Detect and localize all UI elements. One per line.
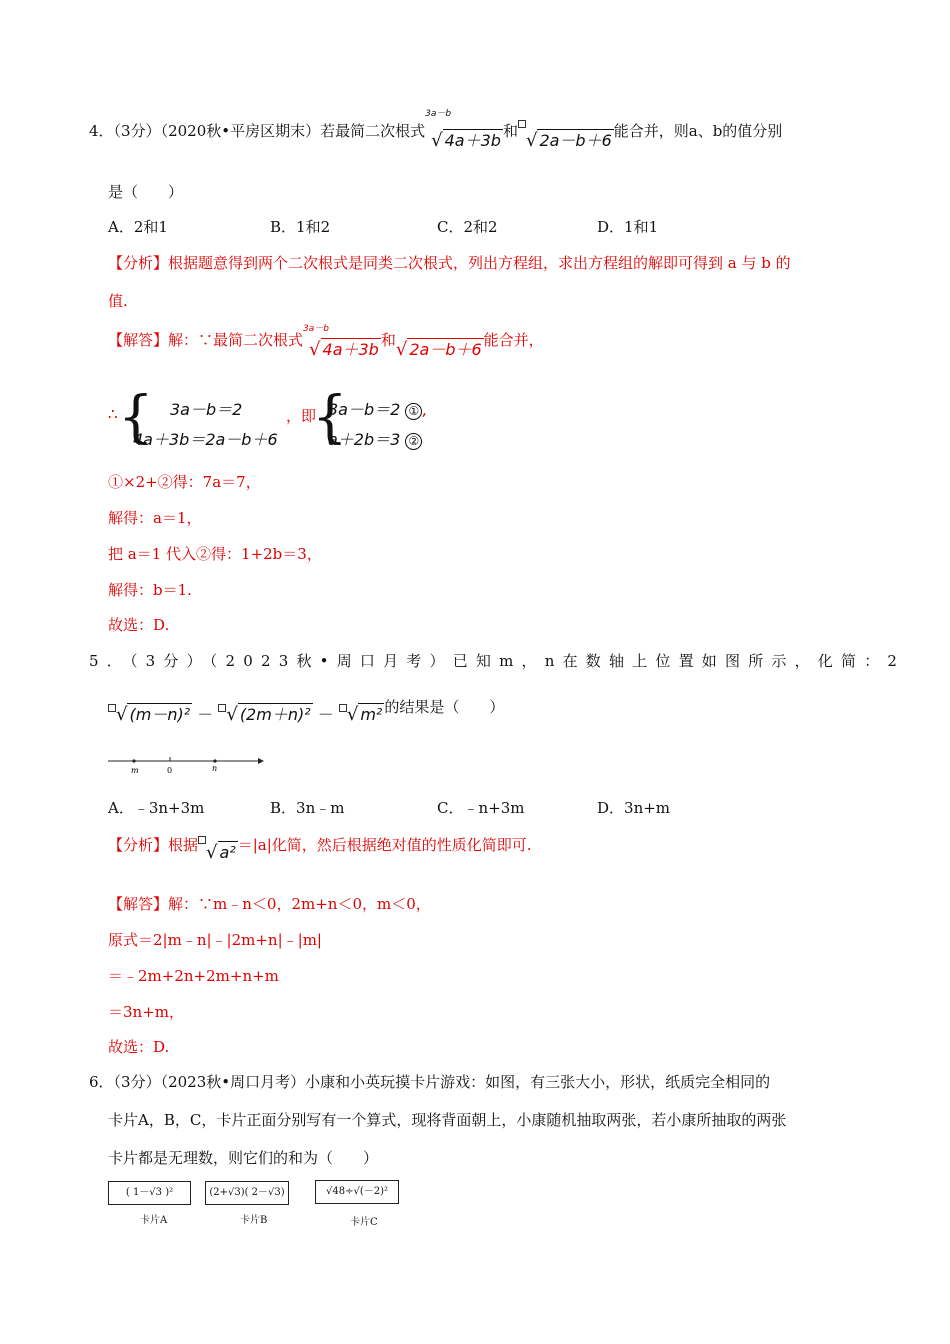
system1-eq1: 3a－b＝2	[170, 400, 243, 419]
q4-tail: 能合并，则a、b的值分别	[613, 122, 783, 140]
q4-analysis-label: 【分析】	[108, 254, 169, 272]
number-line-label-zero: 0	[167, 766, 173, 775]
q5-option-a: A．﹣3n+3m	[108, 799, 205, 817]
q5-option-b: B．3n﹣m	[270, 799, 345, 817]
q6-line3: 卡片都是无理数，则它们的和为（ ）	[108, 1149, 379, 1167]
q4-analysis	[108, 252, 791, 273]
q4-option-d: D．1和1	[597, 218, 659, 236]
placeholder-box-icon	[339, 704, 347, 712]
number-line	[108, 752, 268, 778]
q4-option-b: B．1和2	[270, 218, 331, 236]
q5-stem: 5．（3分）（2023秋•周口月考）已知m，n在数轴上位置如图所示，化简：2	[89, 652, 906, 670]
system2-brace: {	[312, 385, 348, 450]
placeholder-box-icon	[218, 704, 226, 712]
q4-root1-index: 3a－b	[425, 109, 452, 119]
q4-head: 4．（3分）（2020秋•平房区期末）若最简二次根式	[89, 122, 426, 140]
q6-line2: 卡片A，B，C，卡片正面分别写有一个算式，现将背面朝上，小康随机抽取两张，若小康所抽取的两张	[108, 1111, 787, 1129]
number-line-label-n: n	[212, 764, 218, 773]
q5-expression: √ (m－n)² － √ (2m＋n)² － √ m² 的结果是（ ）	[108, 702, 504, 725]
q4-answer-root2: √ 2a－b＋6	[395, 339, 482, 360]
q5-choose: 故选：D.	[108, 1038, 170, 1056]
q4-root1: 3a－b √ 4a＋3b	[425, 121, 503, 140]
card-a-label: 卡片A	[140, 1215, 168, 1226]
number-line-label-m: m	[131, 766, 139, 775]
q6-line1: 6．（3分）（2023秋•周口月考）小康和小英玩摸卡片游戏：如图，有三张大小，形状，纸质完全相同的	[89, 1073, 771, 1091]
number-line-point-m	[132, 759, 135, 762]
q4-ie: ，即	[286, 407, 317, 425]
q4-step4: 解得：b＝1.	[108, 581, 192, 599]
system1-eq2: 4a＋3b＝2a－b＋6	[133, 430, 278, 449]
card-c-label: 卡片C	[350, 1217, 378, 1228]
q4-stem	[89, 109, 783, 151]
system1-brace: {	[118, 385, 154, 450]
system2-eq2: a＋2b＝3 ②	[328, 427, 422, 450]
q4-answer-label: 【解答】	[108, 331, 169, 349]
placeholder-box-icon	[108, 704, 116, 712]
q4-analysis-text: 根据题意得到两个二次根式是同类二次根式，列出方程组，求出方程组的解即可得到 a 与 b 的	[168, 254, 791, 272]
card-b: (2+√3)( 2－√3)	[205, 1181, 289, 1205]
q4-therefore: ∴	[108, 405, 118, 423]
q4-option-a: A．2和1	[108, 218, 168, 236]
q4-analysis-line2: 值.	[108, 292, 128, 310]
q5-option-c: C．﹣n+3m	[437, 799, 525, 817]
number-line-point-n	[213, 759, 216, 762]
q5-line4: ＝3n+m，	[108, 1003, 184, 1021]
q5-analysis: 【分析】根据 √ a² ＝|a|化简，然后根据绝对值的性质化简即可.	[108, 836, 532, 863]
q4-answer-intro: 解：∵最简二次根式	[168, 331, 304, 349]
q5-line3: ＝﹣2m+2n+2m+n+m	[108, 967, 279, 985]
q5-line2: 原式＝2|m﹣n|﹣|2m+n|﹣|m|	[108, 931, 322, 949]
q4-step1: ①×2+②得：7a＝7，	[108, 473, 261, 491]
placeholder-box-icon	[518, 120, 526, 128]
q4-root2-body: 2a－b＋6	[539, 131, 612, 150]
q5-answer: 【解答】解：∵m﹣n＜0，2m+n＜0，m＜0，	[108, 895, 431, 913]
placeholder-box-icon	[198, 836, 206, 844]
q4-stem-line2: 是（ ）	[108, 183, 184, 201]
number-line-arrow-icon	[258, 758, 264, 764]
q4-option-c: C．2和2	[437, 218, 498, 236]
system2-eq1: 3a－b＝2 ① ,	[328, 400, 428, 419]
q4-and: 和	[502, 122, 518, 140]
card-c: √48÷√(－2)²	[315, 1180, 399, 1204]
q4-step2: 解得：a＝1，	[108, 509, 202, 527]
q4-step3: 把 a＝1 代入②得：1+2b＝3，	[108, 545, 322, 563]
q4-answer-tail: 能合并，	[483, 331, 544, 349]
q4-answer-root1: 3a－b √ 4a＋3b	[303, 324, 379, 360]
card-b-label: 卡片B	[240, 1215, 268, 1226]
card-a: ( 1－√3 )²	[108, 1181, 191, 1205]
q4-choose: 故选：D.	[108, 616, 170, 634]
q4-root1-body: 4a＋3b	[444, 131, 501, 150]
q4-answer: 【解答】解：∵最简二次根式 3a－b √ 4a＋3b 和√ 2a－b＋6 能合并，	[108, 324, 544, 360]
q4-root2: √ 2a－b＋6	[518, 121, 614, 140]
q5-option-d: D．3n+m	[597, 799, 671, 817]
